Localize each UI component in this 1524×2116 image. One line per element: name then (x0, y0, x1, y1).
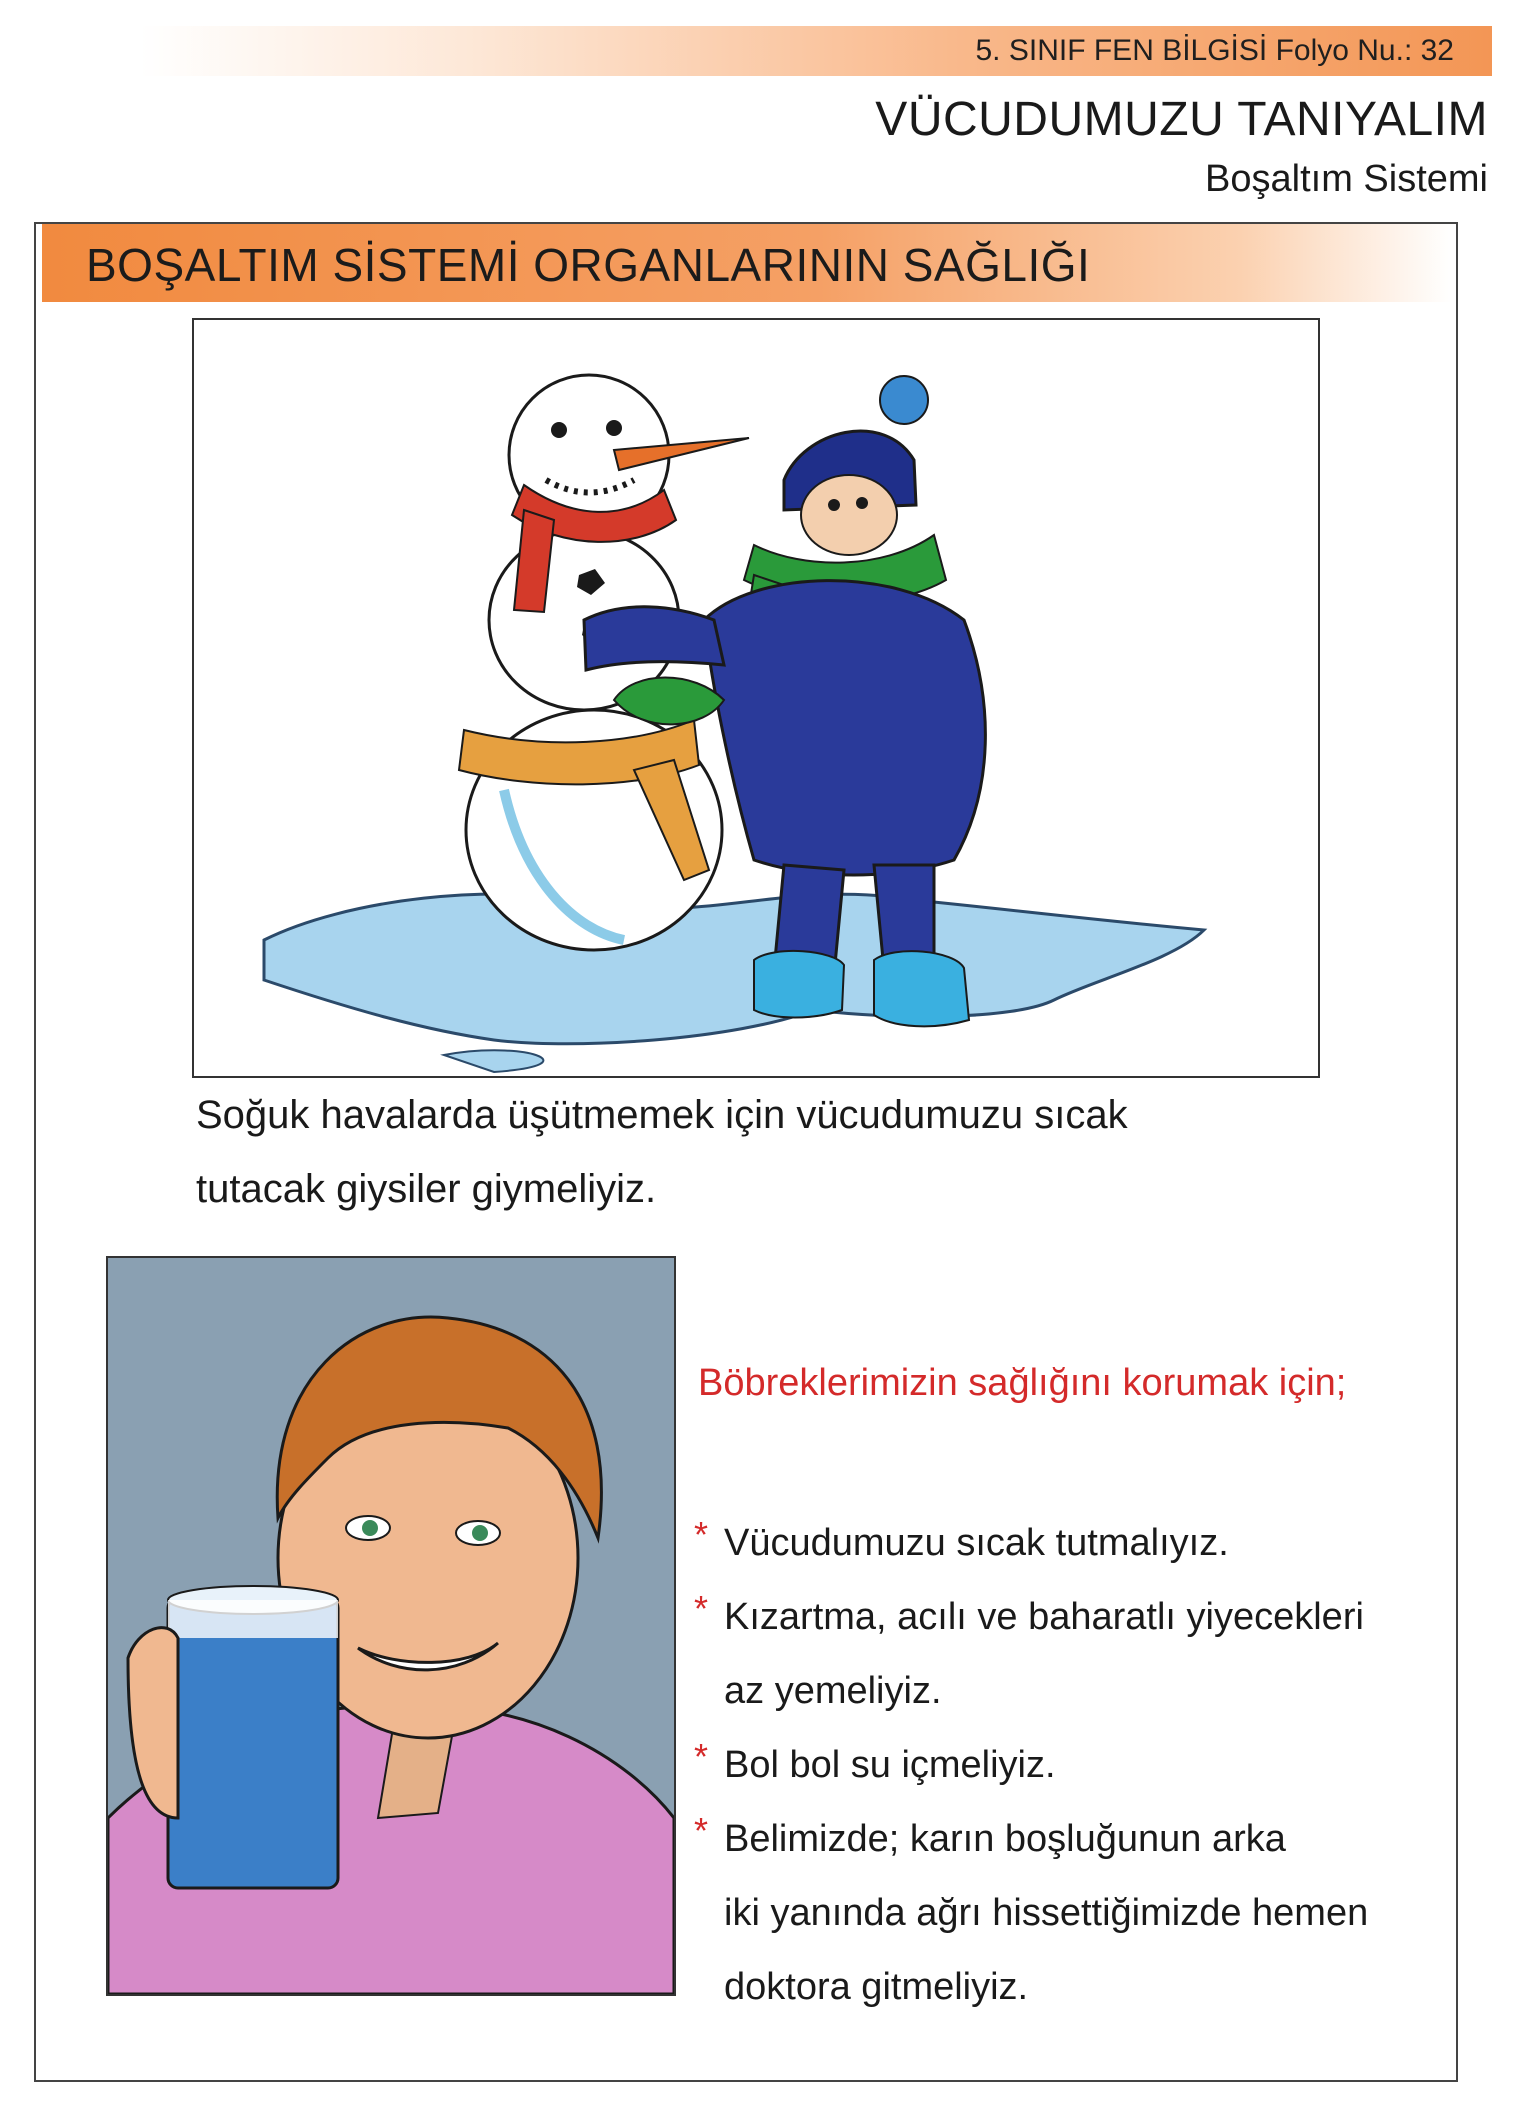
ice-fragment (444, 1050, 543, 1072)
boy-iris-left (362, 1520, 378, 1536)
page-title: VÜCUDUMUZU TANIYALIM (875, 93, 1488, 146)
boy-iris-right (472, 1525, 488, 1541)
boy-drinking-water-illustration (106, 1256, 676, 1996)
caption-text: Soğuk havalarda üşütmemek için vücudumuzu sıcak tutacak giysiler giymeliyiz. (196, 1093, 1128, 1211)
ice-puddle (264, 894, 1204, 1044)
tip-text: Belimizde; karın boşluğunun arka iki yanında ağrı hissettiğimizde hemen doktora gitmeliyiz. (724, 1818, 1369, 2008)
list-item (694, 1728, 1454, 1802)
hat-pompom (880, 376, 928, 424)
tip-text: Vücudumuzu sıcak tutmalıyız. (724, 1522, 1229, 1564)
asterisk-bullet: * (694, 1810, 709, 1851)
top-banner (140, 26, 1492, 76)
tip-text: Bol bol su içmeliyiz. (724, 1744, 1056, 1786)
section-header (42, 224, 1452, 302)
list-item (694, 1802, 1454, 2024)
child-boot (754, 951, 844, 1018)
tip-text: Kızartma, acılı ve baharatlı yiyecekleri az yemeliyiz. (724, 1596, 1364, 1712)
list-item (694, 1506, 1454, 1580)
water-glass (168, 1598, 338, 1888)
child-coat (704, 581, 985, 875)
snowman-eye-left (551, 422, 567, 438)
asterisk-bullet: * (694, 1736, 709, 1777)
child-face (801, 475, 897, 555)
boy-scene-svg (108, 1258, 674, 1994)
kidney-tips-list (694, 1506, 1454, 2024)
list-item (694, 1580, 1454, 1728)
child-eye (856, 497, 868, 509)
asterisk-bullet: * (694, 1514, 709, 1555)
section-title: BOŞALTIM SİSTEMİ ORGANLARININ SAĞLIĞI (86, 239, 1091, 291)
snowman-scene-svg (194, 320, 1318, 1076)
kidney-health-heading: Böbreklerimizin sağlığını korumak için; (698, 1362, 1347, 1404)
asterisk-bullet: * (694, 1588, 709, 1629)
page-subtitle: Boşaltım Sistemi (1205, 158, 1488, 200)
child-eye (828, 499, 840, 511)
glass-top (168, 1600, 338, 1638)
child-arm (584, 607, 724, 670)
snowman-illustration (192, 318, 1320, 1078)
child-boot (874, 951, 969, 1026)
snowman-eye-right (606, 420, 622, 436)
folio-label: 5. SINIF FEN BİLGİSİ Folyo Nu.: 32 (975, 34, 1454, 67)
